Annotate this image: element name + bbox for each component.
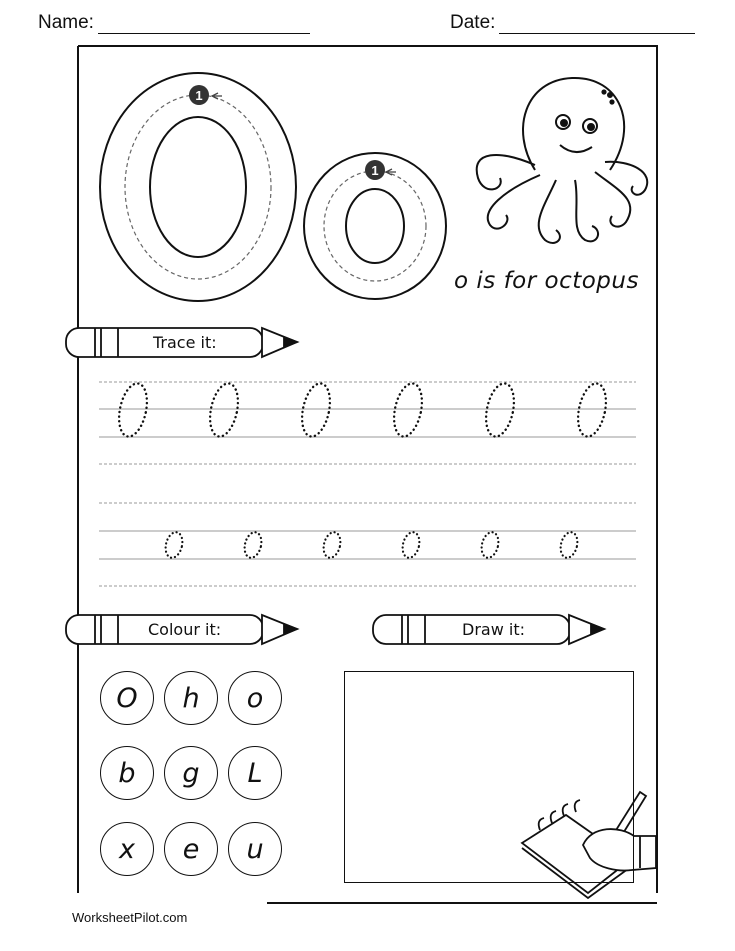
colour-circle[interactable]: u	[228, 822, 282, 876]
picture-caption: o is for octopus	[454, 268, 639, 294]
handwriting-lines	[99, 382, 636, 586]
trace-row-uppercase[interactable]	[115, 381, 611, 439]
trace-it-label: Trace it:	[153, 333, 217, 352]
colour-circle[interactable]: g	[164, 746, 218, 800]
octopus-illustration	[477, 78, 648, 243]
colour-circle[interactable]: O	[100, 671, 154, 725]
colour-circle[interactable]: x	[100, 822, 154, 876]
draw-it-label: Draw it:	[462, 620, 525, 639]
draw-area[interactable]	[344, 671, 634, 883]
colour-circle[interactable]: h	[164, 671, 218, 725]
svg-text:1: 1	[195, 88, 203, 103]
uppercase-letter-outline	[100, 73, 296, 301]
colour-circle[interactable]: e	[164, 822, 218, 876]
colour-circle[interactable]: o	[228, 671, 282, 725]
trace-row-lowercase[interactable]	[163, 530, 580, 559]
footer-site: WorksheetPilot.com	[72, 910, 188, 925]
colour-circle[interactable]: b	[100, 746, 154, 800]
stroke-number-badge-lower	[365, 160, 385, 180]
name-label: Name:	[38, 12, 94, 33]
date-label: Date:	[450, 12, 496, 33]
svg-text:1: 1	[371, 163, 379, 178]
colour-it-label: Colour it:	[148, 620, 222, 639]
colour-circle[interactable]: L	[228, 746, 282, 800]
stroke-number-badge-upper	[189, 85, 209, 105]
